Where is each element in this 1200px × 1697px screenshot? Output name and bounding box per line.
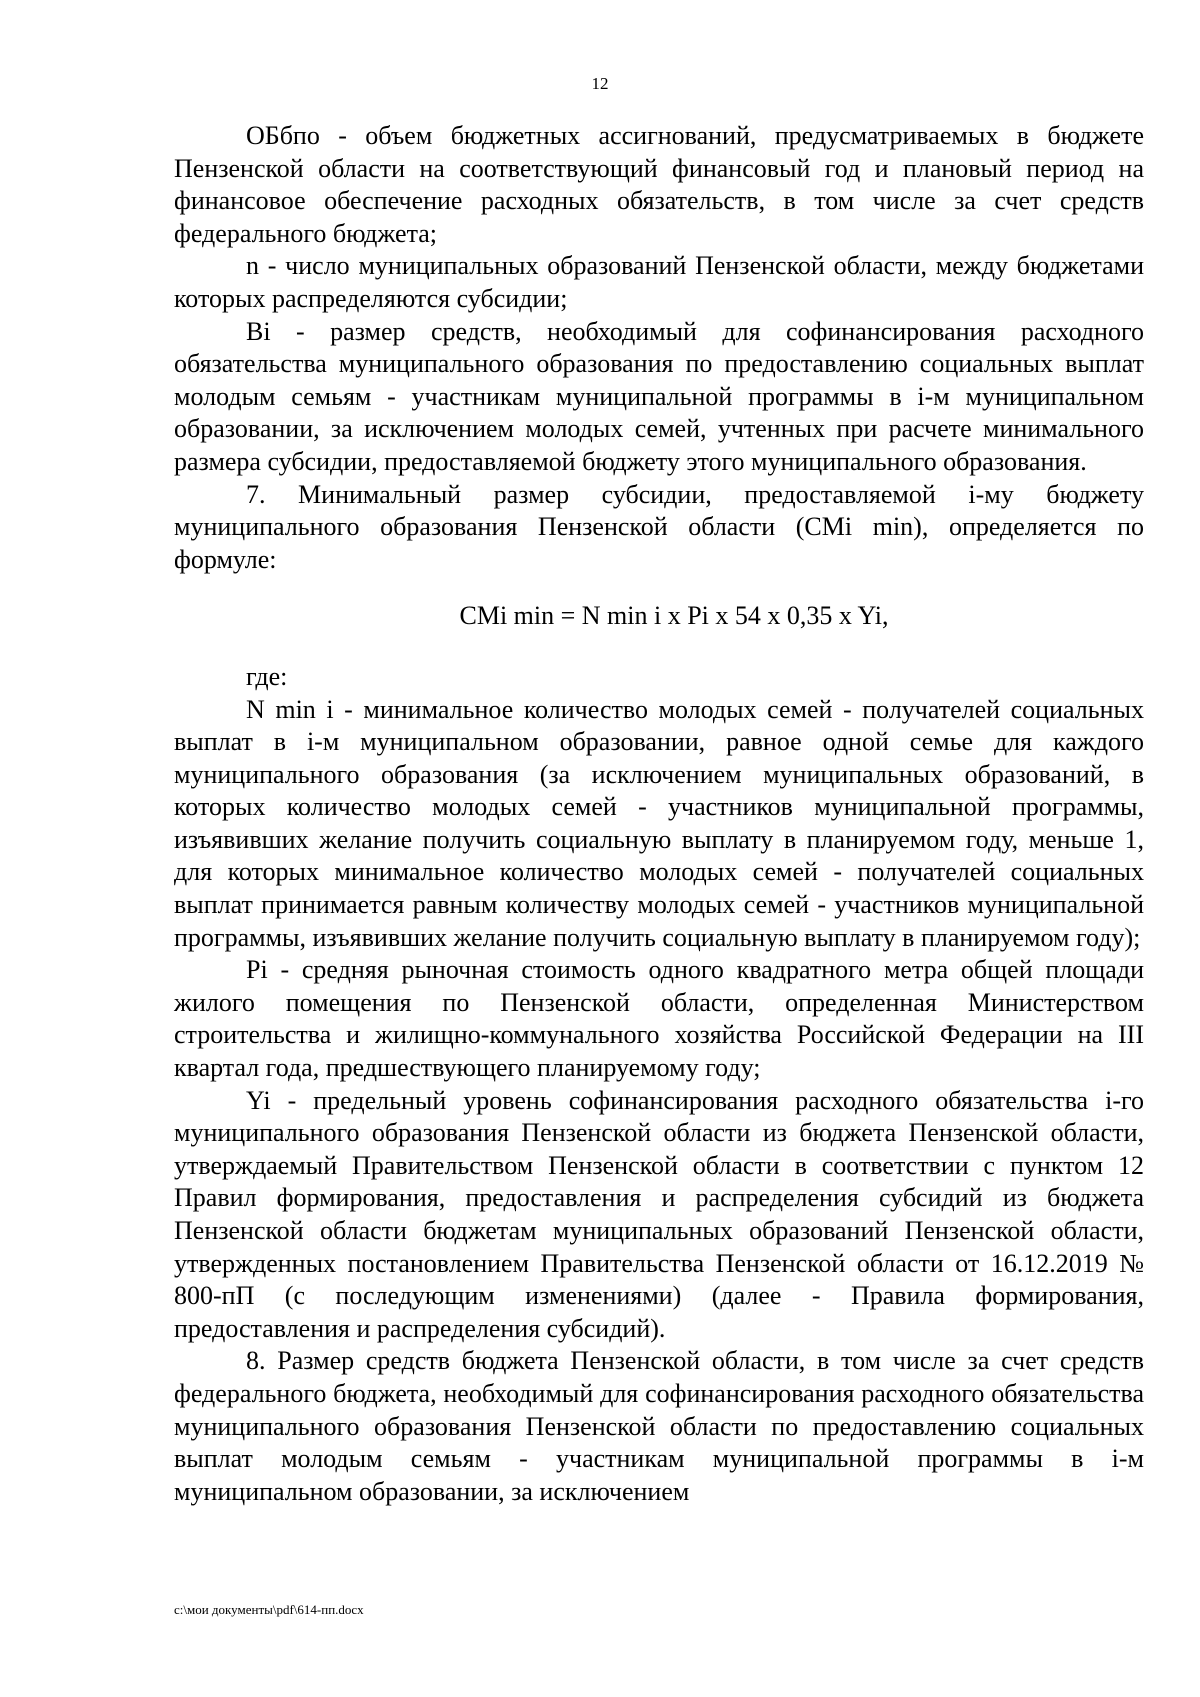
paragraph-obbpo-definition: ОБбпо - объем бюджетных ассигнований, предусматриваемых в бюджете Пензенской области на соответствующий финансовый год и плановый период на финансовое обеспечение расходных обязательств, в том числе за счет средств федерального бюджета; bbox=[174, 121, 1144, 248]
paragraph-item-7: 7. Минимальный размер субсидии, предоставляемой i-му бюджету муниципального образования Пензенской области (CMi min), определяется по формуле: bbox=[174, 479, 1144, 574]
footer-file-path: c:\мои документы\pdf\614-пп.docx bbox=[174, 1602, 364, 1617]
where-label: где: bbox=[246, 661, 288, 691]
paragraph-n-min-definition: N min i - минимальное количество молодых семей - получателей социальных выплат в i-м муниципальном образовании, равное одной семье для каждого муниципального образования (за исключением муниципальных образований, в которых количество молодых семей - участников муниципальной программы, изъявивших желание получить социальную выплату в планируемом году, меньше 1, для которых минимальное количество молодых семей - получателей социальных выплат принимается равным количеству молодых семей - участников муниципальной программы, изъявивших желание получить социальную выплату в планируемом году); bbox=[174, 694, 1144, 952]
paragraph-item-8: 8. Размер средств бюджета Пензенской области, в том числе за счет средств федерального бюджета, необходимый для софинансирования расходного обязательства муниципального образования Пензенской области по предоставлению социальных выплат молодым семьям - участникам муниципальной программы в i-м муниципальном образовании, за исключением bbox=[174, 1346, 1144, 1506]
paragraph-bi-definition: Bi - размер средств, необходимый для софинансирования расходного обязательства муниципального образования по предоставлению социальных выплат молодым семьям - участникам муниципальной программы в i-м муниципальном образовании, за исключением молодых семей, учтенных при расчете минимального размера субсидии, предоставляемой бюджету этого муниципального образования. bbox=[174, 316, 1144, 476]
page-number: 12 bbox=[591, 74, 609, 93]
paragraph-n-definition: n - число муниципальных образований Пензенской области, между бюджетами которых распределяются субсидии; bbox=[174, 251, 1144, 313]
paragraph-pi-definition: Pi - средняя рыночная стоимость одного квадратного метра общей площади жилого помещения по Пензенской области, определенная Министерством строительства и жилищно-коммунального хозяйства Российской Федерации на III квартал года, предшествующего планируемому году; bbox=[174, 955, 1144, 1083]
document-body bbox=[174, 120, 1144, 1508]
formula-cmi-min: CMi min = N min i x Pi x 54 x 0,35 x Yi, bbox=[459, 601, 889, 631]
paragraph-yi-definition: Yi - предельный уровень софинансирования расходного обязательства i-го муниципального образования Пензенской области из бюджета Пензенской области, утверждаемый Правительством Пензенской области в соответствии с пунктом 12 Правил формирования, предоставления и распределения субсидий из бюджета Пензенской области бюджетам муниципальных образований Пензенской области, утвержденных постановлением Правительства Пензенской области от 16.12.2019 № 800-пП (с последующим изменениями) (далее - Правила формирования, предоставления и распределения субсидий). bbox=[174, 1085, 1144, 1343]
